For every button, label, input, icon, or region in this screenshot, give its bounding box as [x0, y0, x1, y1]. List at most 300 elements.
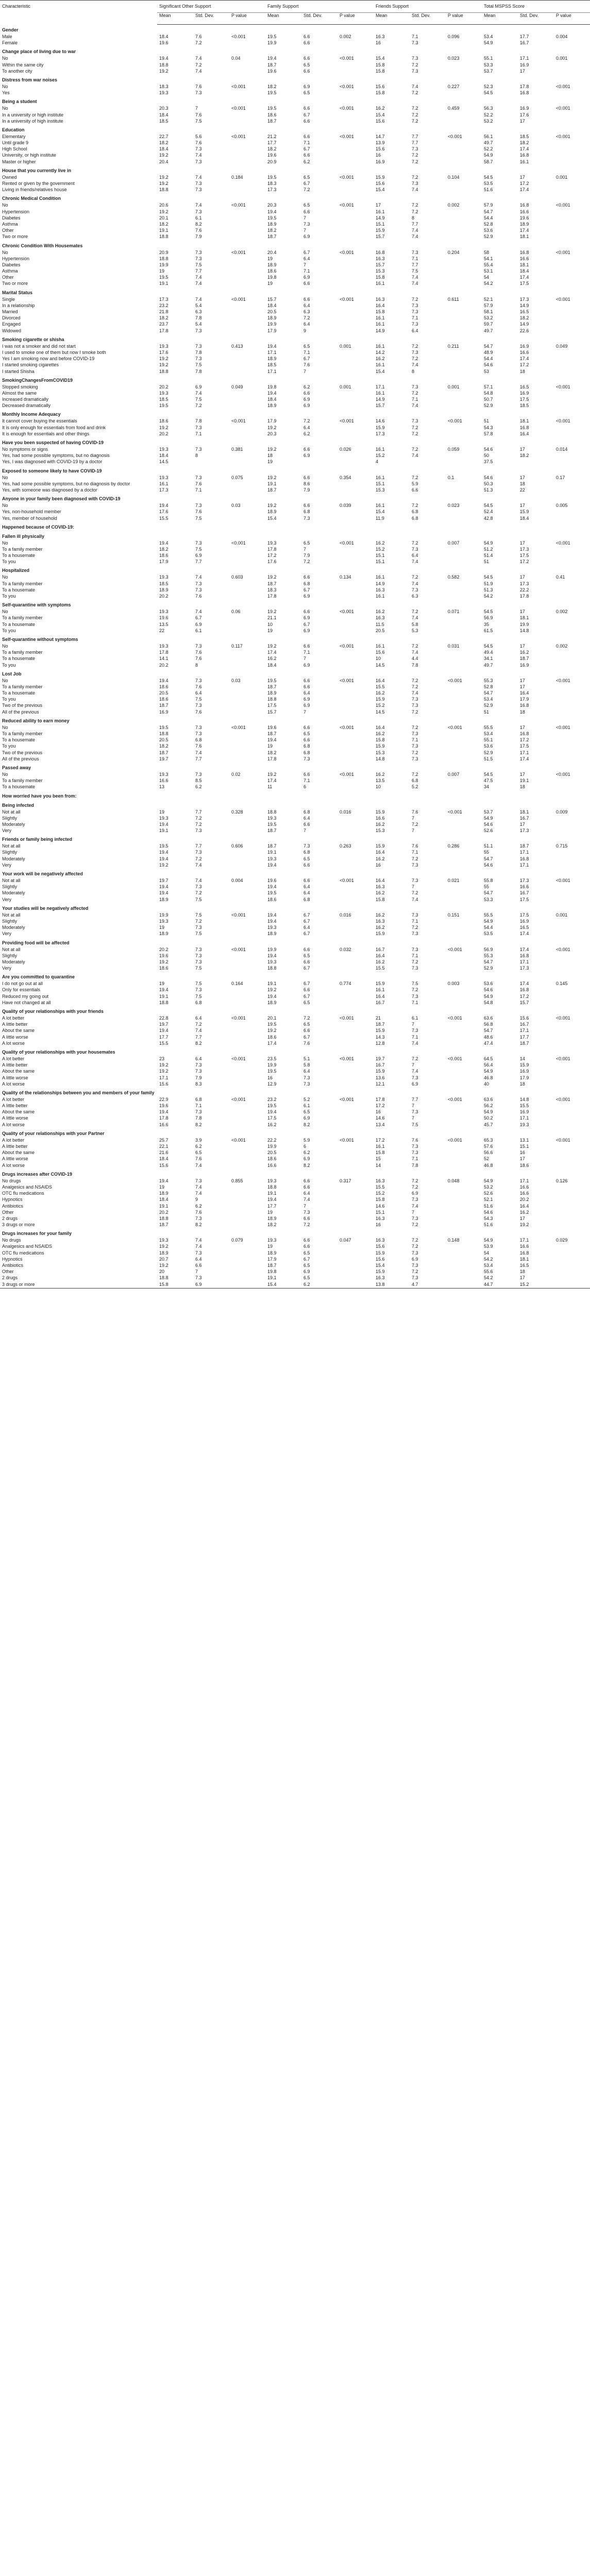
table-cell: 15.6 — [375, 181, 385, 186]
table-cell: 6.7 — [303, 621, 310, 627]
table-cell: <0.001 — [555, 724, 570, 730]
table-cell: 17 — [519, 643, 525, 649]
table-cell: 7.3 — [195, 503, 202, 509]
table-cell: 5.4 — [195, 302, 202, 308]
table-cell: 19.5 — [267, 1069, 277, 1074]
table-cell: 19.4 — [159, 821, 168, 827]
table-cell: 15.5 — [375, 684, 385, 689]
table-cell: 18.8 — [159, 234, 168, 240]
table-cell — [554, 1156, 590, 1162]
table-cell: 19.3 — [267, 1178, 277, 1183]
table-cell: 15.6 — [159, 1162, 168, 1168]
row-label: No — [2, 56, 8, 61]
table-row — [0, 503, 590, 509]
table-cell: 46.8 — [483, 1162, 493, 1168]
table-cell: 7.6 — [411, 809, 418, 815]
table-cell — [446, 1069, 482, 1075]
table-cell: 7.4 — [195, 281, 202, 286]
table-cell: 17.5 — [519, 743, 529, 749]
table-cell: 16.2 — [375, 690, 385, 696]
table-cell — [446, 403, 482, 409]
table-cell: 13.5 — [375, 778, 385, 784]
table-cell: 18 — [519, 709, 525, 715]
table-cell — [446, 1144, 482, 1150]
table-cell: 19.5 — [267, 821, 277, 827]
table-cell: 7.3 — [411, 249, 418, 255]
table-cell: 7.3 — [411, 349, 418, 355]
table-cell — [229, 1075, 265, 1081]
table-cell: 57.8 — [483, 431, 493, 436]
table-cell: 17.4 — [519, 946, 529, 952]
table-cell: 7.6 — [195, 509, 202, 515]
table-row — [0, 725, 590, 731]
table-cell: 18.2 — [267, 228, 277, 233]
table-cell: 54.6 — [483, 474, 493, 480]
table-cell: 17.4 — [519, 756, 529, 761]
table-row — [0, 1191, 590, 1197]
table-cell: <0.001 — [231, 1056, 246, 1061]
table-cell: 5.1 — [303, 1056, 310, 1061]
table-cell — [338, 656, 374, 662]
table-cell — [229, 425, 265, 431]
table-cell: 19.9 — [519, 621, 529, 627]
table-cell: 8 — [411, 215, 414, 221]
table-cell — [446, 684, 482, 690]
table-cell — [446, 650, 482, 656]
table-cell: 0.354 — [339, 474, 351, 480]
table-cell: 7.7 — [195, 559, 202, 565]
table-row — [0, 581, 590, 587]
table-cell: <0.001 — [555, 771, 570, 777]
table-cell — [338, 112, 374, 118]
table-cell: <0.001 — [231, 34, 246, 39]
table-cell: 15.4 — [375, 112, 385, 117]
table-row — [0, 1138, 590, 1144]
table-cell: 6.6 — [303, 133, 310, 139]
table-row — [0, 965, 590, 972]
table-cell: 54 — [483, 275, 489, 280]
table-cell: 7.6 — [195, 656, 202, 662]
table-cell: 17.1 — [267, 349, 277, 355]
row-label: OTC flu medications — [2, 1191, 44, 1196]
table-cell: 7 — [195, 1269, 198, 1275]
table-cell — [338, 140, 374, 146]
table-cell: 18 — [519, 481, 525, 486]
table-cell: 7.2 — [411, 574, 418, 580]
table-cell: 7.3 — [411, 68, 418, 74]
table-cell: 19.3 — [159, 815, 168, 821]
table-cell: 17.8 — [519, 594, 529, 599]
table-cell — [446, 425, 482, 431]
table-cell — [446, 69, 482, 75]
table-cell — [229, 1210, 265, 1216]
row-label: Until grade 9 — [2, 140, 29, 146]
table-cell: 17.2 — [519, 362, 529, 368]
header-group-row — [0, 1, 590, 13]
table-cell: 7.3 — [195, 146, 202, 152]
section-title: Your work will be negatively affected — [2, 871, 83, 876]
table-cell: 52.1 — [483, 296, 493, 302]
table-cell: 21.1 — [267, 615, 277, 621]
table-cell: <0.001 — [447, 1096, 462, 1102]
table-cell: 7.2 — [411, 609, 418, 615]
table-cell — [446, 509, 482, 515]
table-cell — [554, 391, 590, 397]
table-cell: 0.009 — [555, 809, 568, 815]
table-cell: 15.8 — [375, 62, 385, 67]
table-cell: 19 — [159, 925, 164, 930]
table-cell: 19.2 — [159, 1263, 168, 1268]
table-cell: 15.9 — [375, 809, 385, 815]
table-cell: 54.4 — [483, 925, 493, 930]
table-cell: 19 — [267, 1244, 273, 1249]
table-cell — [338, 1000, 374, 1006]
table-cell: 19.3 — [159, 918, 168, 924]
table-cell — [446, 615, 482, 621]
table-cell: 16 — [375, 152, 381, 158]
row-label: It cannot cover buying the essentials — [2, 418, 77, 424]
section-title: Have you been suspected of having COVID-19 — [2, 440, 104, 445]
row-label: All of the previous — [2, 756, 39, 761]
table-cell: 14.5 — [159, 459, 168, 465]
table-cell: 16.4 — [375, 677, 385, 683]
table-cell: 18 — [519, 1081, 525, 1087]
table-cell: <0.001 — [555, 418, 570, 424]
table-cell: 7.4 — [411, 650, 418, 655]
table-cell: 52.9 — [483, 403, 493, 409]
header-std-dev: Std. Dev. — [301, 13, 338, 25]
table-cell — [229, 690, 265, 697]
header-mean: Mean — [157, 13, 193, 25]
table-cell — [554, 697, 590, 703]
table-cell: 15.9 — [375, 843, 385, 849]
row-label: To you — [2, 594, 16, 599]
table-cell — [229, 1250, 265, 1257]
table-cell: <0.001 — [231, 296, 246, 302]
header-std-dev: Std. Dev. — [193, 13, 229, 25]
table-cell: 7.2 — [411, 112, 418, 117]
row-label: To a housemate — [2, 587, 36, 592]
table-cell: <0.001 — [555, 540, 570, 546]
table-cell: 15.9 — [519, 509, 529, 515]
table-cell — [338, 356, 374, 362]
table-cell: 16.1 — [375, 281, 385, 286]
table-cell: 19.7 — [159, 756, 168, 761]
table-cell — [446, 953, 482, 959]
table-cell: 6.1 — [303, 1103, 310, 1109]
table-cell: <0.001 — [555, 83, 570, 89]
table-cell — [446, 1163, 482, 1169]
table-cell: 7.2 — [411, 724, 418, 730]
table-cell: 7 — [303, 1203, 306, 1209]
table-cell: 5.8 — [303, 1062, 310, 1068]
table-cell: 7.2 — [411, 425, 418, 430]
table-cell: 53.9 — [483, 1244, 493, 1249]
table-cell: <0.001 — [339, 878, 354, 883]
table-cell: 7.2 — [411, 209, 418, 214]
table-row — [0, 850, 590, 856]
table-cell: 0.004 — [231, 878, 243, 883]
table-cell: 20.3 — [159, 106, 168, 111]
table-cell: 7.5 — [195, 896, 202, 902]
table-cell — [446, 828, 482, 834]
table-cell — [229, 615, 265, 621]
table-cell — [554, 778, 590, 784]
table-row — [0, 134, 590, 140]
table-cell: 17.5 — [519, 896, 529, 902]
table-cell: 18.1 — [519, 615, 529, 621]
table-cell: 17.8 — [519, 83, 529, 89]
table-cell — [229, 62, 265, 69]
table-row — [0, 622, 590, 628]
table-cell — [446, 112, 482, 118]
table-cell — [554, 228, 590, 234]
table-cell — [229, 1103, 265, 1109]
table-cell: 7 — [303, 828, 306, 834]
table-row — [0, 62, 590, 69]
table-cell: 13.5 — [159, 621, 168, 627]
table-cell: 16.1 — [159, 481, 168, 486]
table-cell: 7.2 — [195, 918, 202, 924]
table-cell — [338, 1035, 374, 1041]
table-cell: 17.7 — [519, 34, 529, 39]
table-cell: 15.4 — [375, 187, 385, 193]
table-cell: <0.001 — [339, 418, 354, 424]
table-cell: 17.8 — [375, 1096, 385, 1102]
table-cell: 14.5 — [375, 709, 385, 715]
table-cell — [554, 1275, 590, 1281]
table-row — [0, 362, 590, 368]
table-cell — [338, 321, 374, 328]
table-cell: 17.1 — [519, 850, 529, 855]
table-cell: 16.7 — [519, 815, 529, 821]
table-cell: 51.6 — [483, 187, 493, 193]
table-cell: 21.8 — [159, 309, 168, 314]
table-row — [0, 615, 590, 621]
table-cell — [229, 656, 265, 662]
table-cell: 23.2 — [159, 302, 168, 308]
table-cell: 18.9 — [159, 1191, 168, 1196]
table-cell: 6.2 — [301, 1282, 338, 1289]
table-cell — [229, 1022, 265, 1028]
table-cell: 17.4 — [519, 981, 529, 987]
table-cell: 14.6 — [375, 1203, 385, 1209]
table-row — [0, 140, 590, 146]
table-cell — [338, 391, 374, 397]
section-header — [0, 466, 590, 475]
table-cell: 17.7 — [159, 1034, 168, 1040]
table-cell: 7.3 — [195, 581, 202, 586]
table-cell: 18.7 — [267, 828, 277, 834]
table-cell: 18.8 — [159, 368, 168, 374]
table-cell: 53.2 — [483, 118, 493, 124]
table-cell — [229, 268, 265, 275]
row-label: In a university or high institute — [2, 112, 64, 117]
table-cell: 6.7 — [303, 146, 310, 152]
table-cell: 17 — [519, 1156, 525, 1162]
table-cell: 53.4 — [483, 697, 493, 702]
table-cell — [229, 828, 265, 834]
table-cell: 7.3 — [411, 1197, 418, 1202]
table-cell: 6.8 — [303, 581, 310, 586]
table-cell: 17.3 — [159, 487, 168, 493]
table-cell: 14.8 — [519, 1096, 529, 1102]
table-cell: 19.2 — [267, 771, 277, 777]
table-cell: 16.8 — [519, 90, 529, 96]
table-cell: 16.7 — [375, 999, 385, 1005]
section-title: Friends or family being infected — [2, 837, 73, 842]
table-cell: 6.9 — [411, 1191, 418, 1196]
table-cell: 18.1 — [519, 809, 529, 815]
table-cell — [554, 1257, 590, 1263]
table-cell — [229, 856, 265, 862]
table-cell: <0.001 — [339, 1015, 354, 1021]
table-cell: 17.2 — [375, 1137, 385, 1143]
table-cell: 7.6 — [195, 743, 202, 749]
table-cell: <0.001 — [231, 106, 246, 111]
table-cell — [446, 118, 482, 125]
table-cell: 7.2 — [411, 1238, 418, 1243]
table-cell: 17.1 — [519, 56, 529, 61]
table-cell: 19.5 — [267, 106, 277, 111]
table-cell — [554, 850, 590, 856]
table-cell: <0.001 — [555, 1056, 570, 1061]
table-cell — [554, 62, 590, 69]
table-cell: 54.2 — [483, 594, 493, 599]
table-cell: 7.3 — [411, 1275, 418, 1281]
table-cell — [446, 1109, 482, 1115]
table-cell — [338, 1022, 374, 1028]
table-cell: <0.001 — [555, 1015, 570, 1021]
table-cell — [338, 303, 374, 309]
table-cell: 16.4 — [375, 302, 385, 308]
table-cell: 15.2 — [375, 703, 385, 708]
table-cell: 15.9 — [375, 743, 385, 749]
table-cell: 7.2 — [411, 296, 418, 302]
table-cell — [446, 884, 482, 890]
row-label: No — [2, 474, 8, 480]
row-label: A lot worse — [2, 1162, 25, 1168]
table-cell: 15.5 — [375, 965, 385, 971]
table-cell: 7.3 — [195, 1215, 202, 1221]
row-label: To you — [2, 743, 16, 749]
table-cell — [446, 547, 482, 553]
table-cell: 16.4 — [375, 878, 385, 883]
table-cell: 6.6 — [303, 390, 310, 396]
table-cell: 14.6 — [375, 418, 385, 424]
table-cell: 6.3 — [195, 309, 202, 314]
row-label: Very — [2, 862, 12, 868]
table-cell: 55.3 — [483, 953, 493, 958]
table-cell: 10 — [267, 621, 273, 627]
table-cell: 7.7 — [195, 756, 202, 761]
table-cell — [446, 159, 482, 165]
table-cell — [338, 209, 374, 215]
table-cell: 15.6 — [375, 1256, 385, 1262]
table-cell: 47.5 — [483, 778, 493, 784]
table-cell — [338, 431, 374, 437]
table-cell: 19.3 — [159, 1238, 168, 1243]
table-cell — [554, 453, 590, 459]
table-cell: 58 — [483, 249, 489, 255]
table-cell: 54.8 — [483, 999, 493, 1005]
table-cell — [554, 953, 590, 959]
table-cell: 18.7 — [519, 843, 529, 849]
table-cell — [446, 215, 482, 222]
table-cell: 19.4 — [159, 1178, 168, 1183]
table-cell: 17 — [519, 821, 525, 827]
table-cell: 6.6 — [303, 987, 310, 993]
table-cell — [338, 1269, 374, 1275]
table-cell: 19 — [159, 1184, 164, 1190]
table-cell — [338, 234, 374, 240]
table-cell — [229, 850, 265, 856]
table-cell — [229, 40, 265, 46]
table-row — [0, 34, 590, 40]
table-cell — [554, 594, 590, 600]
table-cell: 54.5 — [483, 90, 493, 96]
table-cell: 6.4 — [195, 690, 202, 696]
table-cell: 54.6 — [483, 1209, 493, 1215]
table-row — [0, 303, 590, 309]
table-cell: 0.031 — [447, 643, 460, 649]
row-label: No — [2, 724, 8, 730]
table-cell: 19.3 — [267, 815, 277, 821]
table-cell: 16.4 — [375, 993, 385, 999]
table-row — [0, 959, 590, 965]
table-cell — [446, 628, 482, 634]
table-cell: 19.5 — [159, 403, 168, 409]
row-label: In a university of high institute — [2, 118, 63, 124]
table-cell: 16.6 — [519, 1191, 529, 1196]
table-cell — [446, 481, 482, 487]
table-cell: 7.4 — [195, 1244, 202, 1249]
row-label: A little worse — [2, 1034, 28, 1040]
table-cell: 19.4 — [267, 953, 277, 958]
table-row — [0, 1210, 590, 1216]
table-cell — [554, 1115, 590, 1122]
table-cell: 54.9 — [483, 1109, 493, 1115]
table-cell: 49.4 — [483, 650, 493, 655]
table-cell: 16.2 — [375, 771, 385, 777]
row-label: Asthma — [2, 268, 18, 274]
row-label: Not at all — [2, 843, 21, 849]
row-label: Very — [2, 965, 12, 971]
table-row — [0, 1109, 590, 1115]
table-cell: 7.2 — [411, 1056, 418, 1061]
table-cell: 15.8 — [157, 1282, 193, 1289]
table-cell: 6.2 — [303, 431, 310, 436]
table-row — [0, 152, 590, 159]
table-cell: 18.3 — [267, 181, 277, 186]
table-cell: 18.7 — [267, 234, 277, 240]
table-cell — [554, 703, 590, 709]
table-cell: 16.9 — [375, 159, 385, 164]
header-total-mspss-score: Total MSPSS Score — [482, 1, 590, 13]
table-cell: 7.4 — [195, 1191, 202, 1196]
table-cell: 7.3 — [195, 953, 202, 958]
table-cell: 19.1 — [159, 993, 168, 999]
table-cell: 7.6 — [195, 594, 202, 599]
table-cell — [554, 303, 590, 309]
table-cell: 55 — [483, 850, 489, 855]
table-cell: 7.3 — [411, 1144, 418, 1149]
table-row — [0, 1216, 590, 1222]
table-cell: <0.001 — [555, 878, 570, 883]
table-cell — [229, 784, 265, 790]
row-label: Two of the previous — [2, 703, 43, 708]
table-row — [0, 1238, 590, 1244]
